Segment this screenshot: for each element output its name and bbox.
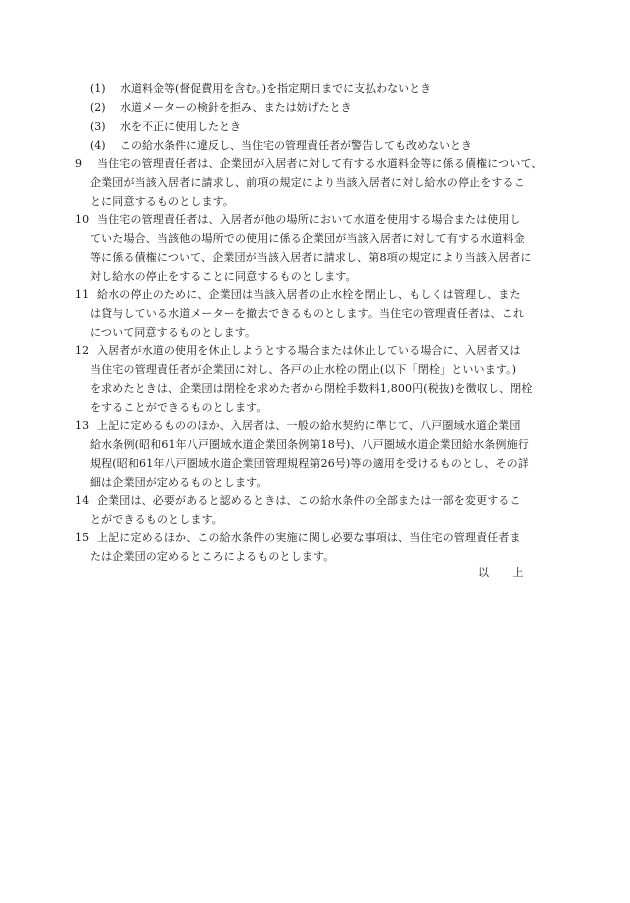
closing-mark: 以 上 (478, 566, 534, 579)
clause-line: 上記に定めるほか、この給水条件の実施に関し必要な事項は、当住宅の管理責任者ま (97, 531, 521, 544)
clause-number: 14 (75, 494, 90, 507)
clause-11 (75, 285, 545, 342)
clause-line: 等に係る債権について、企業団が当該入居者に請求し、第8項の規定により当該入居者に (90, 251, 532, 264)
clause-line: 給水の停止のために、企業団は当該入居者の止水栓を閉止し、もしくは管理し、また (97, 288, 521, 301)
sub-item (90, 136, 530, 155)
clause-line: 当住宅の管理責任者は、企業団が入居者に対して有する水道料金等に係る債権について、 (97, 157, 543, 170)
clause-line: 規程(昭和61年八戸圏域水道企業団管理規程第26号)等の適用を受けるものとし、その詳 (90, 457, 529, 470)
sub-item-text: 水を不正に使用したとき (120, 120, 241, 133)
sub-item-text: 水道料金等(督促費用を含む。)を指定期日までに支払わないとき (120, 82, 432, 95)
clause-line: は貸与している水道メーターを撤去できるものとします。当住宅の管理責任者は、これ (90, 307, 524, 320)
clause-line: 細は企業団が定めるものとします。 (90, 476, 268, 489)
clause-number: 9 (75, 157, 83, 170)
sub-item (90, 98, 530, 117)
clause-13 (75, 416, 545, 492)
sub-item-number: (1) (90, 82, 106, 95)
clause-line: について同意するものとします。 (90, 326, 257, 339)
clause-line: 企業団は、必要があると認めるときは、この給水条件の全部または一部を変更するこ (97, 494, 521, 507)
clause-number: 13 (75, 419, 90, 432)
sub-item-text: この給水条件に違反し、当住宅の管理責任者が警告しても改めないとき (120, 139, 472, 152)
clause-line: 対し給水の停止をすることに同意するものとします。 (90, 270, 357, 283)
clause-line: とに同意するものとします。 (90, 195, 235, 208)
clause-10 (75, 210, 545, 286)
clause-line: を求めたときは、企業団は閉栓を求めた者から閉栓手数料1,800円(税抜)を徴収し、閉栓 (90, 382, 533, 395)
clause-14 (75, 491, 545, 529)
clause-9 (75, 154, 545, 211)
clause-number: 11 (75, 288, 90, 301)
clause-12 (75, 341, 545, 417)
sub-item-number: (3) (90, 120, 106, 133)
clause-15 (75, 528, 545, 566)
clause-line: 当住宅の管理責任者は、入居者が他の場所において水道を使用する場合または使用し (97, 213, 521, 226)
clause-number: 15 (75, 531, 90, 544)
clause-line: 企業団が当該入居者に請求し、前項の規定により当該入居者に対し給水の停止をするこ (90, 176, 525, 189)
clause-line: 当住宅の管理責任者が企業団に対し、各戸の止水栓の閉止(以下「閉栓」といいます。) (90, 363, 517, 376)
clause-line: ていた場合、当該他の場所での使用に係る企業団が当該入居者に対して有する水道料金 (90, 232, 525, 245)
clause-line: たは企業団の定めるところによるものとします。 (90, 550, 335, 563)
sub-item-number: (4) (90, 139, 106, 152)
sub-item (90, 79, 530, 98)
clause-number: 12 (75, 344, 90, 357)
sub-item (90, 117, 530, 136)
clause-line: をすることができるものとします。 (90, 401, 268, 414)
clause-number: 10 (75, 213, 90, 226)
clause-line: 給水条例(昭和61年八戸圏域水道企業団条例第18号)、八戸圏域水道企業団給水条例施行 (90, 438, 529, 451)
clause-line: 上記に定めるもののほか、入居者は、一般の給水契約に準じて、八戸圏域水道企業団 (97, 419, 521, 432)
sub-item-text: 水道メーターの検針を拒み、または妨げたとき (120, 101, 352, 114)
sub-item-number: (2) (90, 101, 106, 114)
clause-line: 入居者が水道の使用を休止しようとする場合または休止している場合に、入居者又は (97, 344, 521, 357)
clause-line: とができるものとします。 (90, 513, 223, 526)
